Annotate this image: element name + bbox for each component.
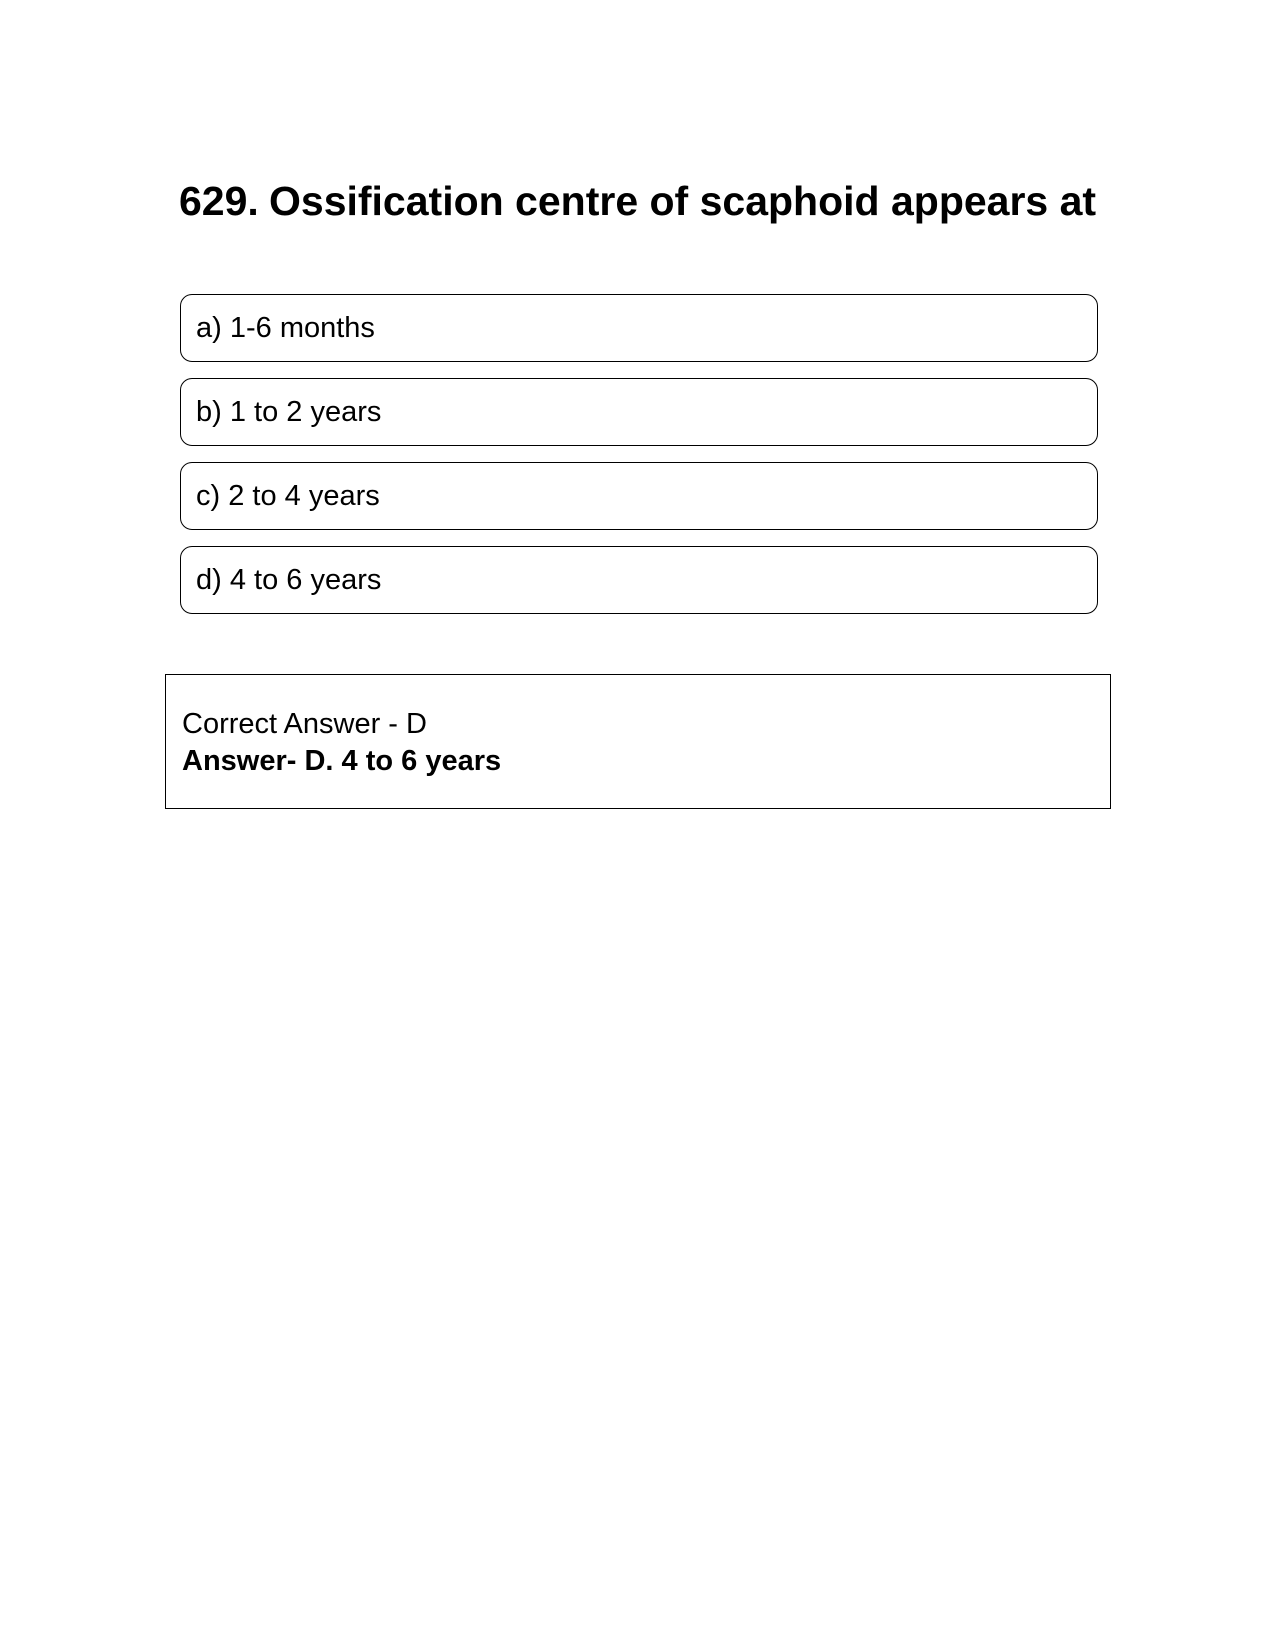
option-c-label: c) 2 to 4 years bbox=[196, 479, 380, 512]
option-a[interactable] bbox=[180, 294, 1098, 362]
option-b[interactable] bbox=[180, 378, 1098, 446]
option-a-label: a) 1-6 months bbox=[196, 311, 375, 344]
options-list bbox=[180, 294, 1098, 630]
answer-box bbox=[165, 674, 1111, 809]
option-c[interactable] bbox=[180, 462, 1098, 530]
correct-answer-line: Correct Answer - D bbox=[182, 708, 427, 740]
question-heading bbox=[179, 176, 1099, 226]
option-b-label: b) 1 to 2 years bbox=[196, 395, 382, 428]
answer-detail-line: Answer- D. 4 to 6 years bbox=[182, 745, 502, 777]
option-d[interactable] bbox=[180, 546, 1098, 614]
option-d-label: d) 4 to 6 years bbox=[196, 563, 382, 596]
question-number: 629. bbox=[179, 178, 259, 224]
question-text: Ossification centre of scaphoid appears at bbox=[269, 178, 1097, 224]
